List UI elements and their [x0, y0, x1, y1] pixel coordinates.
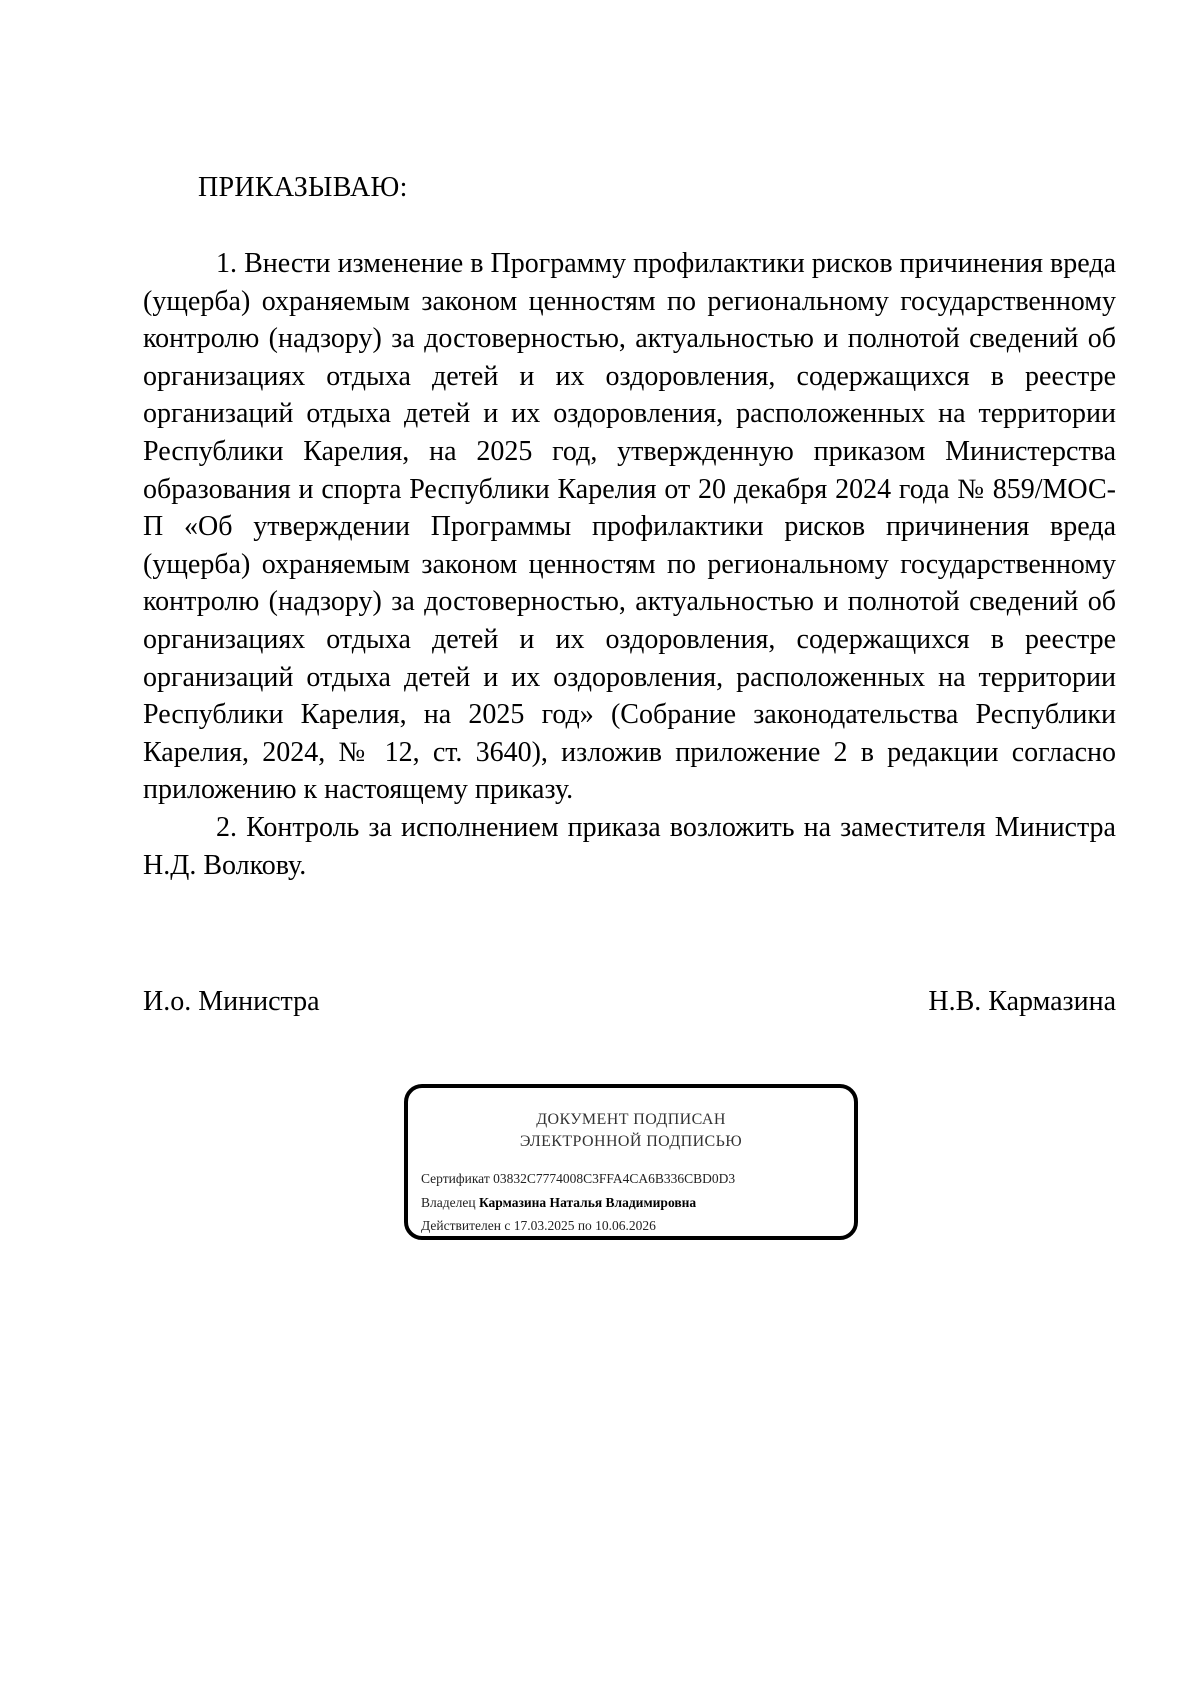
order-body [143, 245, 1116, 884]
valid-to-date: 10.06.2026 [595, 1218, 656, 1233]
signatory-position: И.о. Министра [143, 986, 320, 1017]
stamp-title [408, 1109, 854, 1153]
order-paragraph-1: 1. Внести изменение в Программу профилактики рисков причинения вреда (ущерба) охраняемым законом ценностям по региональному государственному контролю (надзору) за достоверностью, актуальностью и полнотой сведений об организациях отдыха детей и их оздоровления, содержащихся в реестре организаций отдыха детей и их оздоровления, расположенных на территории Республики Карелия, на 2025 год, утвержденную приказом Министерства образования и спорта Республики Карелия от 20 декабря 2024 года № 859/МОС-П «Об утверждении Программы профилактики рисков причинения вреда (ущерба) охраняемым законом ценностям по региональному государственному контролю (надзору) за достоверностью, актуальностью и полнотой сведений об организациях отдыха детей и их оздоровления, содержащихся в реестре организаций отдыха детей и их оздоровления, расположенных на территории Республики Карелия, на 2025 год» (Собрание законодательства Республики Карелия, 2024, № 12, ст. 3640), изложив приложение 2 в редакции согласно приложению к настоящему приказу. [143, 248, 1116, 806]
electronic-signature-stamp [404, 1084, 858, 1240]
order-heading: ПРИКАЗЫВАЮ: [198, 172, 408, 203]
signature-block [143, 984, 1116, 1020]
stamp-owner [421, 1194, 696, 1212]
valid-to-prefix: по [577, 1218, 592, 1233]
stamp-certificate [421, 1170, 735, 1188]
valid-from-prefix: с [504, 1218, 511, 1233]
certificate-label: Сертификат [421, 1171, 490, 1186]
stamp-title-line-1: ДОКУМЕНТ ПОДПИСАН [536, 1111, 726, 1128]
owner-label: Владелец [421, 1195, 476, 1210]
stamp-title-line-2: ЭЛЕКТРОННОЙ ПОДПИСЬЮ [519, 1133, 743, 1150]
signatory-name: Н.В. Кармазина [928, 986, 1116, 1017]
valid-label: Действителен [421, 1218, 501, 1233]
certificate-value: 03832C7774008C3FFA4CA6B336CBD0D3 [493, 1171, 736, 1186]
owner-value: Кармазина Наталья Владимировна [478, 1195, 697, 1210]
stamp-validity [421, 1217, 656, 1235]
order-paragraph-2: 2. Контроль за исполнением приказа возложить на заместителя Министра Н.Д. Волкову. [143, 811, 1116, 881]
valid-from-date: 17.03.2025 [513, 1218, 575, 1233]
